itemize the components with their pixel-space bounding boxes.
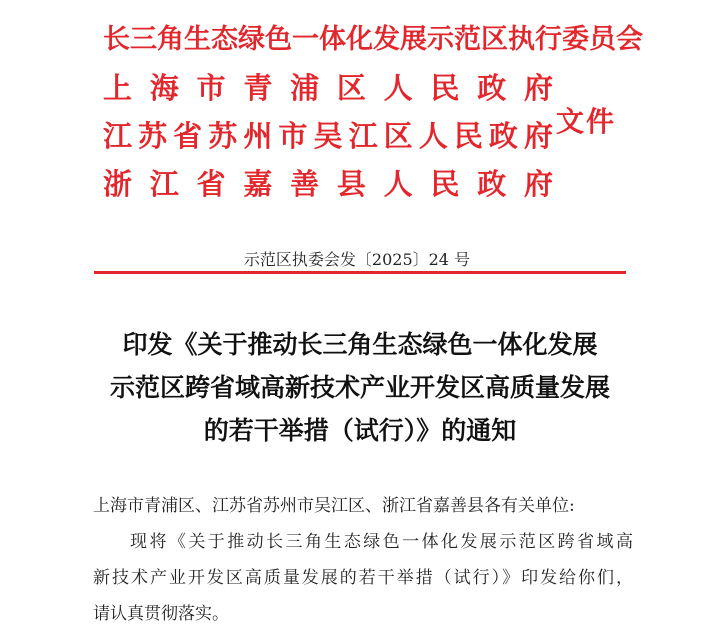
paragraph-line: 现将《关于推动长三角生态绿色一体化发展示范区跨省域高 — [130, 532, 633, 552]
paragraph-line: 请认真贯彻落实。 — [93, 604, 229, 624]
issuer-qingpu-government: 上海市青浦区人民政府 — [103, 71, 553, 105]
addressee-line: 上海市青浦区、江苏省苏州市吴江区、浙江省嘉善县各有关单位: — [93, 496, 575, 516]
issuer-demo-zone-committee: 长三角生态绿色一体化发展示范区执行委员会 — [103, 24, 643, 55]
document-title — [60, 323, 660, 452]
document-number: 示范区执委会发〔2025〕24 号 — [243, 250, 471, 269]
title-line: 印发《关于推动长三角生态绿色一体化发展 — [122, 330, 598, 359]
paragraph-line: 新技术产业开发区高质量发展的若干举措（试行）》印发给你们， — [93, 568, 633, 588]
document-body — [93, 488, 633, 632]
issuer-jiashan-government: 浙江省嘉善县人民政府 — [103, 167, 553, 201]
document-label: 文件 — [556, 105, 617, 138]
issuer-wujiang-government: 江苏省苏州市吴江区人民政府 — [103, 119, 553, 153]
red-divider-line — [94, 271, 626, 274]
title-line: 的若干举措（试行）》的通知 — [203, 416, 517, 445]
title-line: 示范区跨省域高新技术产业开发区高质量发展 — [109, 373, 610, 402]
